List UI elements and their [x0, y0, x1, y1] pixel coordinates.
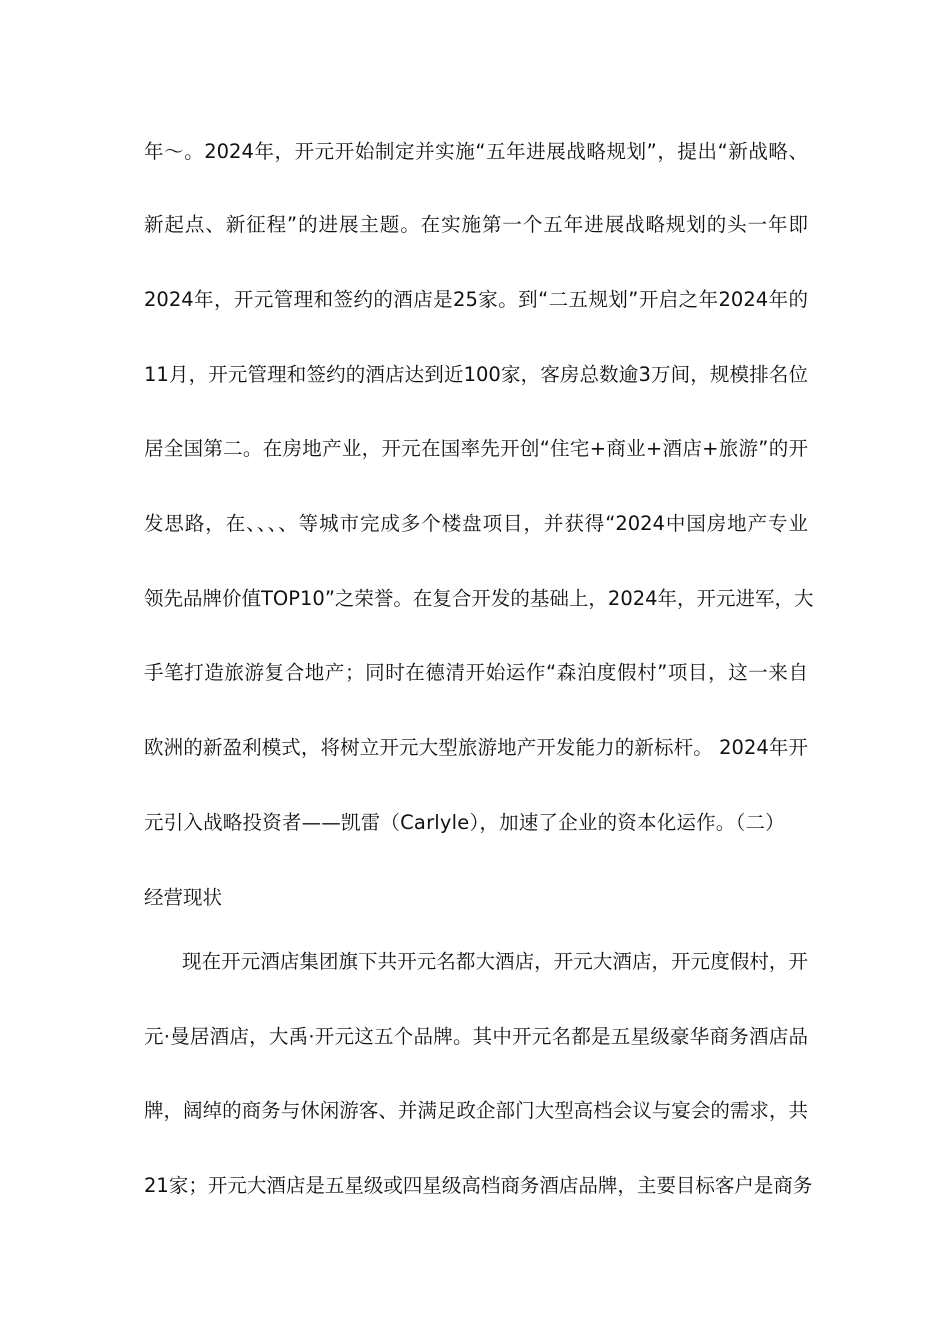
paragraph-line: 居全国第二。在房地产业，开元在国率先开创“住宅+商业+酒店+旅游”的开 — [144, 437, 808, 460]
paragraph-line: 新起点、新征程”的进展主题。在实施第一个五年进展战略规划的头一年即 — [144, 213, 808, 236]
paragraph-line: 牌，阔绰的商务与休闲游客、并满足政企部门大型高档会议与宴会的需求，共 — [144, 1099, 808, 1122]
paragraph-line: 元引入战略投资者——凯雷（Carlyle），加速了企业的资本化运作。（二） — [144, 811, 785, 834]
paragraph-line: 11月，开元管理和签约的酒店达到近100家，客房总数逾3万间，规模排名位 — [144, 363, 808, 386]
paragraph-line: 21家；开元大酒店是五星级或四星级高档商务酒店品牌，主要目标客户是商务 — [144, 1174, 813, 1197]
paragraph-line: 2024年，开元管理和签约的酒店是25家。到“二五规划”开启之年2024年的 — [144, 288, 808, 311]
paragraph-line: 发思路，在、、、、等城市完成多个楼盘项目，并获得“2024中国房地产专业 — [144, 512, 808, 535]
paragraph-line: 手笔打造旅游复合地产；同时在德清开始运作“森泊度假村”项目，这一来自 — [144, 661, 808, 684]
paragraph-line: 元·曼居酒店，大禹·开元这五个品牌。其中开元名都是五星级豪华商务酒店品 — [144, 1025, 808, 1048]
paragraph-line: 现在开元酒店集团旗下共开元名都大酒店，开元大酒店，开元度假村，开 — [182, 950, 808, 973]
paragraph-line: 欧洲的新盈利模式，将树立开元大型旅游地产开发能力的新标杆。 2024年开 — [144, 736, 808, 759]
paragraph-line: 领先品牌价值TOP10”之荣誉。在复合开发的基础上，2024年，开元进军，大 — [144, 587, 814, 610]
paragraph-line: 年～。2024年，开元开始制定并实施“五年进展战略规划”，提出“新战略、 — [144, 140, 808, 163]
section-heading: 经营现状 — [144, 886, 223, 909]
